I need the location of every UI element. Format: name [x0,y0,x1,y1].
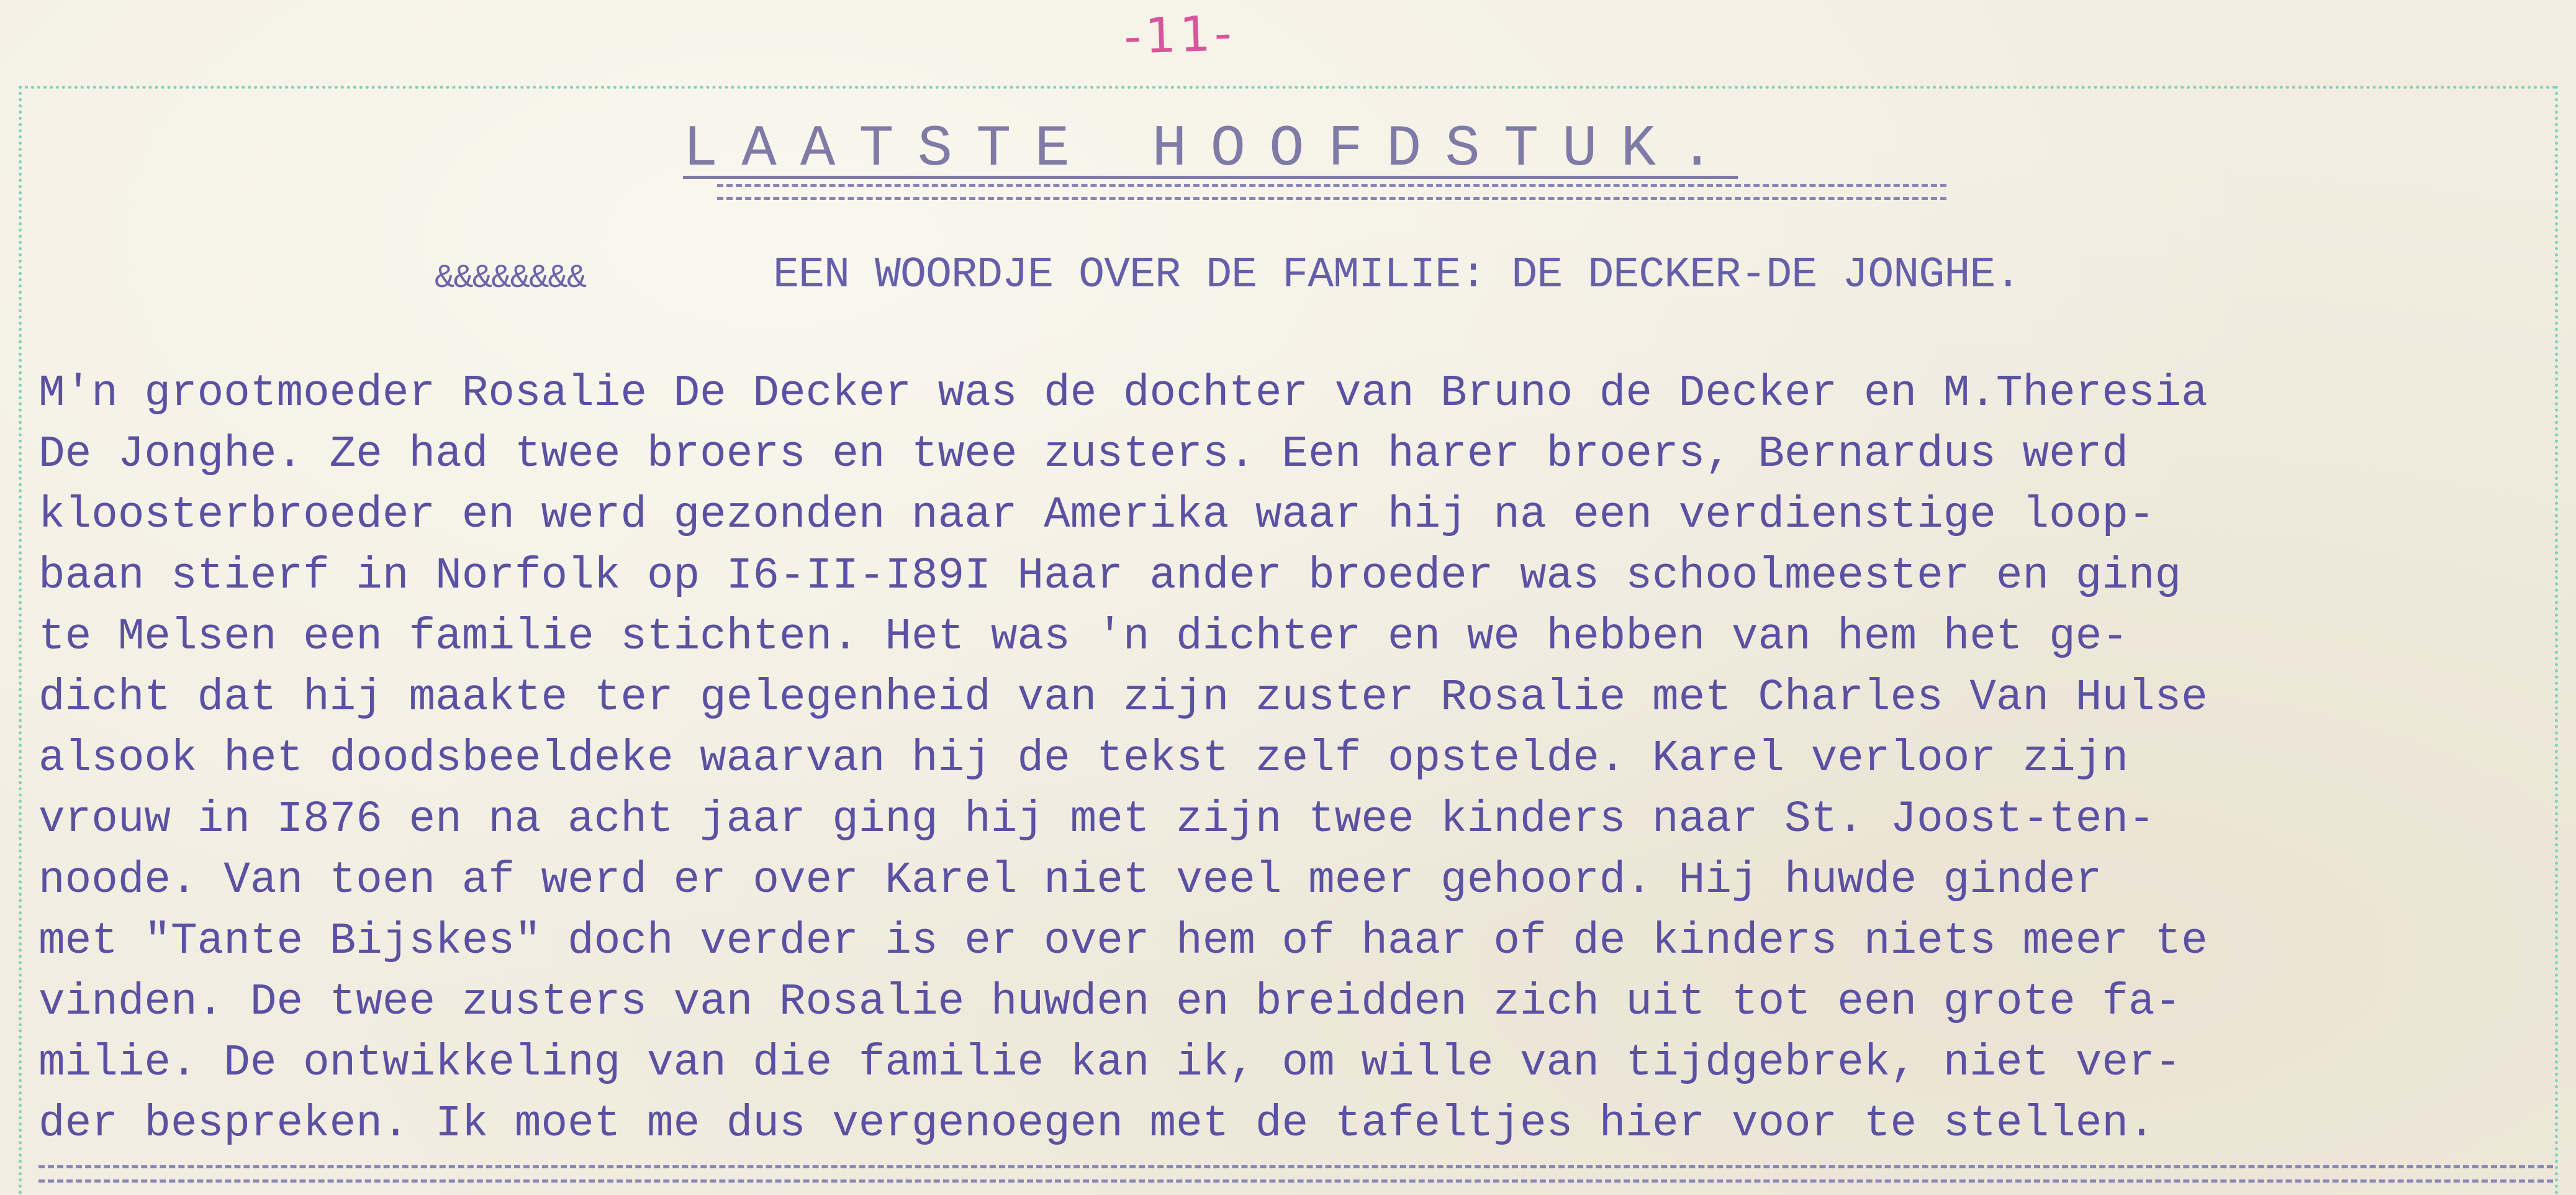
chapter-title: LAATSTE HOOFDSTUK. [683,117,1738,183]
body-line: De Jonghe. Ze had twee broers en twee zusters. Een harer broers, Bernardus werd [38,430,2128,479]
body-line: dicht dat hij maakte ter gelegenheid van zijn zuster Rosalie met Charles Van Hulse [38,673,2208,723]
body-line: noode. Van toen af werd er over Karel niet veel meer gehoord. Hij huwde ginder [38,856,2102,906]
body-line: vinden. De twee zusters van Rosalie huwden en breidden zich uit tot een grote fa- [38,978,2182,1027]
title-double-rule [717,184,1946,200]
body-line: milie. De ontwikkeling van die familie kan ik, om wille van tijdgebrek, niet ver- [38,1038,2182,1088]
body-line: kloosterbroeder en werd gezonden naar Amerika waar hij na een verdienstige loop- [38,491,2155,540]
body-line: baan stierf in Norfolk op I6-II-I89I Haar ander broeder was schoolmeester en ging [38,552,2182,601]
bottom-double-rule [38,1165,2553,1183]
body-line: te Melsen een familie stichten. Het was 'n dichter en we hebben van hem het ge- [38,612,2128,662]
body-line: M'n grootmoeder Rosalie De Decker was de dochter van Bruno de Decker en M.Theresia [38,369,2208,419]
section-heading: EEN WOORDJE OVER DE FAMILIE: DE DECKER-DE JONGHE. [773,251,2021,300]
section-ornament: &&&&&&&& [435,260,586,298]
body-text [38,363,2565,1149]
page-number: -11- [1123,5,1237,66]
body-line: alsook het doodsbeeldeke waarvan hij de tekst zelf opstelde. Karel verloor zijn [38,734,2128,784]
body-line: vrouw in I876 en na acht jaar ging hij met zijn twee kinders naar St. Joost-ten- [38,795,2155,845]
body-line: der bespreken. Ik moet me dus vergenoegen met de tafeltjes hier voor te stellen. [38,1099,2155,1149]
body-line: met "Tante Bijskes" doch verder is er over hem of haar of de kinders niets meer te [38,917,2208,966]
